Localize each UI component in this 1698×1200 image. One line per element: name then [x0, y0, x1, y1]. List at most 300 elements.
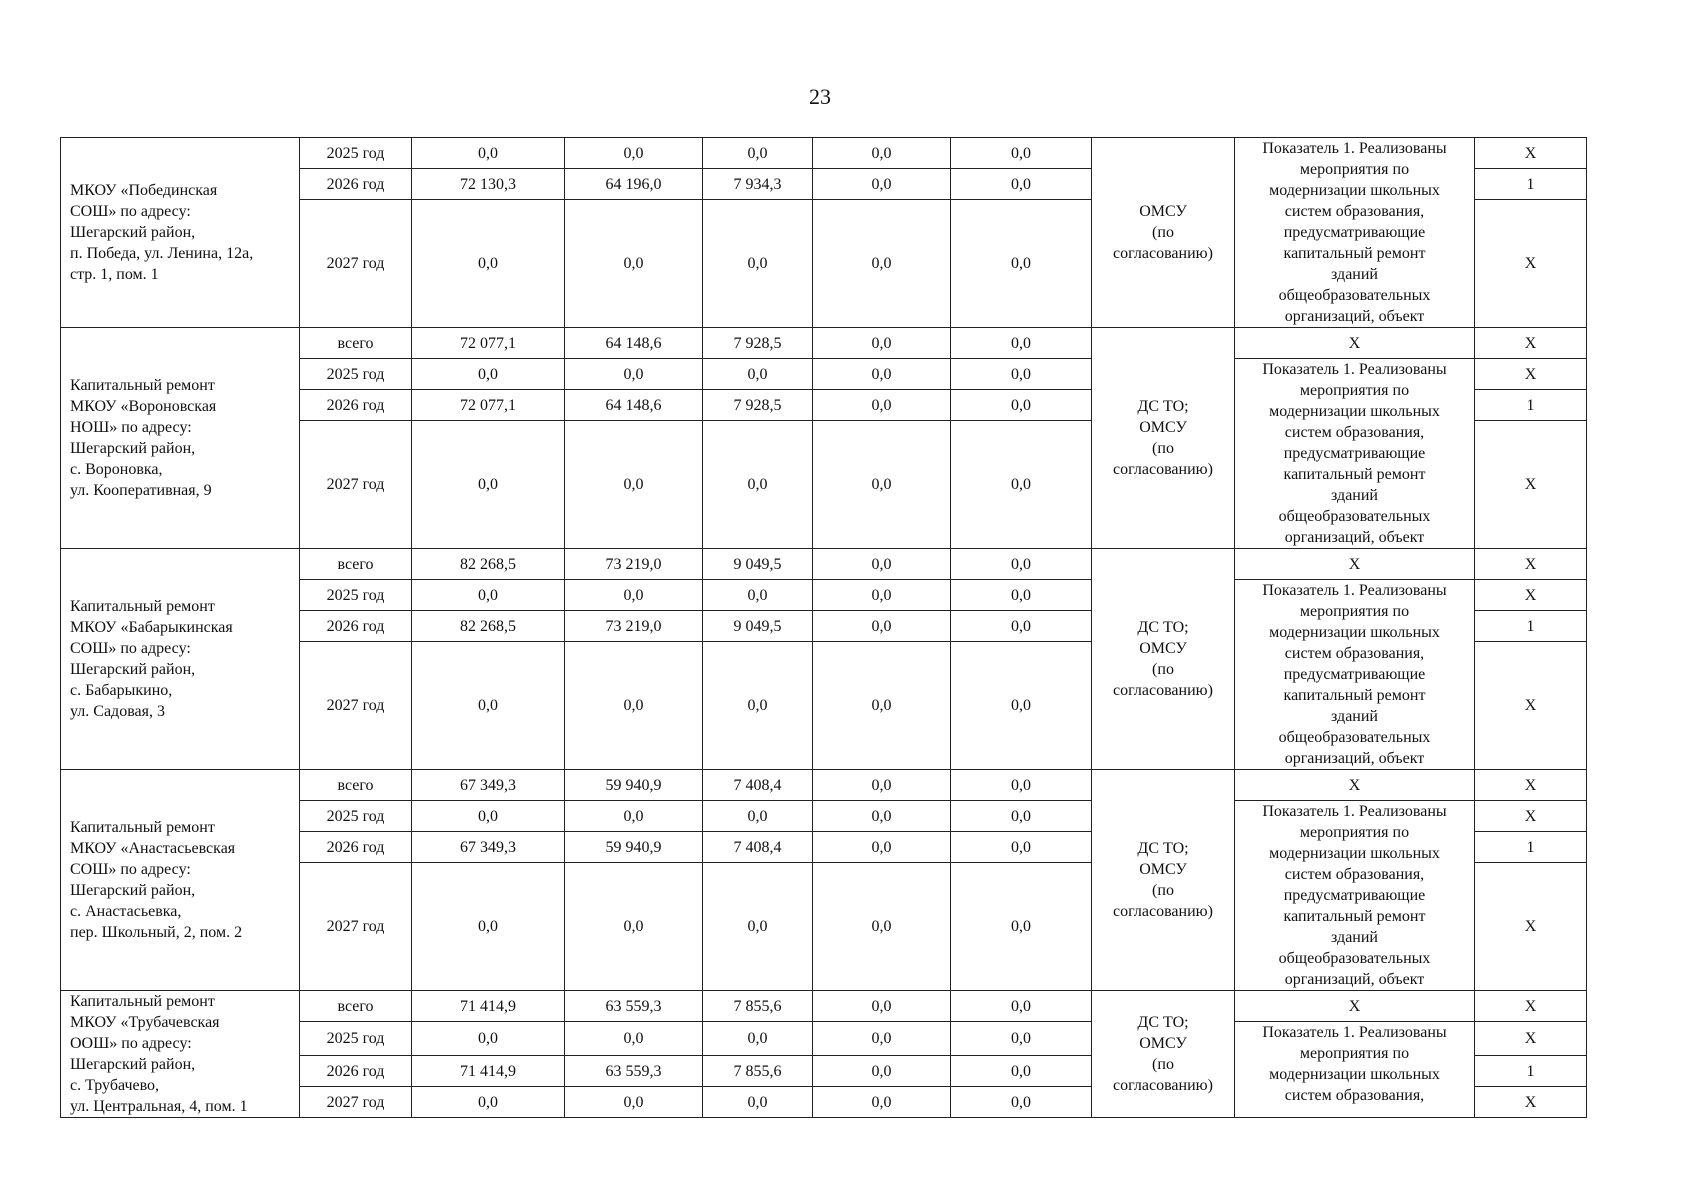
other-value: [951, 770, 1092, 801]
object-name-cell-line: Шегарский район,: [70, 882, 196, 899]
period-cell: [300, 138, 412, 169]
federal-value: [565, 770, 703, 801]
target-value-cell-text: X: [1524, 144, 1537, 162]
object-name-cell-line: п. Победа, ул. Ленина, 12а,: [70, 245, 254, 262]
other-value-text: 0,0: [1011, 175, 1031, 193]
other-value: [951, 328, 1092, 359]
object-name-cell-line: Капитальный ремонт: [70, 819, 215, 836]
local-value-text: 0,0: [871, 617, 892, 635]
period-cell: [300, 611, 412, 642]
period-cell-text: всего: [337, 997, 374, 1015]
object-name-cell: [61, 328, 300, 549]
federal-value-text: 0,0: [623, 586, 644, 604]
local-value-text: 0,0: [871, 396, 892, 414]
total-value-text: 0,0: [478, 365, 498, 383]
indicator-cell-line: мероприятия по: [1299, 382, 1410, 399]
target-value-cell-text: X: [1524, 1093, 1537, 1111]
indicator-cell-line: зданий: [1331, 487, 1378, 504]
object-name-cell-line: ул. Садовая, 3: [70, 703, 165, 720]
funding-table: [60, 137, 1587, 1118]
local-value-text: 0,0: [871, 586, 892, 604]
total-value: [412, 642, 565, 770]
indicator-cell-line: предусматривающие: [1283, 887, 1426, 904]
period-cell-text: 2026 год: [326, 838, 385, 856]
federal-value-text: 0,0: [623, 476, 644, 494]
indicator-cell: [1235, 1022, 1475, 1118]
regional-value-text: 0,0: [747, 1030, 768, 1047]
total-value: [412, 1087, 565, 1118]
period-cell: [300, 580, 412, 611]
other-value: [951, 1022, 1092, 1056]
indicator-cell-line: Показатель 1. Реализованы: [1262, 140, 1447, 157]
federal-value-text: 0,0: [623, 1093, 644, 1111]
indicator-cell-line: систем образования,: [1284, 203, 1425, 220]
total-value: [412, 1056, 565, 1087]
regional-value-text: 0,0: [747, 1093, 768, 1111]
other-value: [951, 642, 1092, 770]
federal-value: [565, 1087, 703, 1118]
period-cell: [300, 328, 412, 359]
regional-value: [703, 1056, 813, 1087]
indicator-cell-line: систем образования,: [1284, 1087, 1425, 1104]
executor-cell-line: ДС ТО;: [1137, 1014, 1189, 1031]
period-cell: [300, 1022, 412, 1056]
period-cell: [300, 1056, 412, 1087]
executor-cell-line: ОМСУ: [1139, 861, 1187, 878]
other-value-text: 0,0: [1011, 365, 1031, 383]
regional-value: [703, 359, 813, 390]
period-cell-text: 2025 год: [326, 144, 385, 162]
table-row: [61, 328, 1587, 359]
other-value: [951, 200, 1092, 328]
regional-value-text: 0,0: [747, 586, 768, 604]
target-value-cell: [1475, 801, 1587, 832]
executor-cell-line: (по: [1152, 661, 1174, 678]
period-cell: [300, 801, 412, 832]
local-value: [813, 863, 951, 991]
executor-cell-line: (по: [1152, 224, 1174, 241]
target-value-cell-text: 1: [1526, 396, 1535, 414]
period-cell-text: 2025 год: [326, 365, 385, 383]
local-value: [813, 1022, 951, 1056]
regional-value: [703, 421, 813, 549]
total-value-text: 82 268,5: [460, 617, 516, 635]
other-value: [951, 801, 1092, 832]
federal-value-text: 63 559,3: [605, 1062, 662, 1080]
period-cell: [300, 549, 412, 580]
table-row: [61, 991, 1587, 1022]
other-value: [951, 611, 1092, 642]
other-value-text: 0,0: [1011, 997, 1031, 1015]
federal-value: [565, 611, 703, 642]
total-value: [412, 611, 565, 642]
other-value-text: 0,0: [1011, 255, 1031, 273]
local-value: [813, 1087, 951, 1118]
total-value: [412, 580, 565, 611]
total-value: [412, 200, 565, 328]
regional-value: [703, 832, 813, 863]
regional-value: [703, 169, 813, 200]
period-cell-text: всего: [337, 555, 374, 573]
executor-cell-line: ОМСУ: [1139, 1035, 1187, 1052]
total-value: [412, 138, 565, 169]
other-value-text: 0,0: [1011, 555, 1031, 573]
period-cell-text: всего: [337, 776, 374, 794]
local-value-text: 0,0: [871, 555, 892, 573]
indicator-cell-line: зданий: [1331, 708, 1378, 725]
local-value-text: 0,0: [871, 1030, 892, 1047]
object-name-cell: [61, 549, 300, 770]
regional-value: [703, 390, 813, 421]
object-name-cell-line: МКОУ «Трубачевская: [70, 1014, 220, 1031]
regional-value-text: 0,0: [747, 918, 768, 936]
regional-value-text: 7 408,4: [733, 776, 782, 794]
local-value: [813, 359, 951, 390]
indicator-cell-line: Показатель 1. Реализованы: [1262, 1024, 1447, 1041]
executor-cell-line: согласованию): [1113, 245, 1213, 262]
indicator-cell-line: модернизации школьных: [1269, 624, 1440, 641]
other-value-text: 0,0: [1011, 617, 1031, 635]
target-value-cell: [1475, 991, 1587, 1022]
regional-value: [703, 549, 813, 580]
target-value-cell-text: X: [1524, 334, 1537, 352]
period-cell: [300, 200, 412, 328]
indicator-cell-line: модернизации школьных: [1269, 845, 1440, 862]
total-value-text: 0,0: [478, 476, 498, 494]
period-cell: [300, 642, 412, 770]
period-cell-text: 2026 год: [326, 175, 385, 193]
regional-value-text: 0,0: [747, 476, 768, 494]
target-value-cell: [1475, 863, 1587, 991]
total-value-text: 67 349,3: [460, 776, 516, 794]
indicator-total-cell-text: X: [1348, 334, 1361, 352]
regional-value: [703, 138, 813, 169]
local-value-text: 0,0: [871, 144, 892, 162]
indicator-total-cell: [1235, 549, 1475, 580]
target-value-cell-text: X: [1524, 255, 1537, 273]
indicator-cell-line: организаций, объект: [1284, 529, 1425, 546]
local-value-text: 0,0: [871, 365, 892, 383]
executor-cell-line: ОМСУ: [1139, 203, 1187, 220]
executor-cell: [1092, 549, 1235, 770]
indicator-cell-line: организаций, объект: [1284, 971, 1425, 988]
object-name-cell: [61, 991, 300, 1118]
period-cell-text: 2025 год: [326, 586, 385, 604]
executor-cell-line: (по: [1152, 882, 1174, 899]
local-value: [813, 770, 951, 801]
total-value-text: 0,0: [478, 697, 498, 715]
indicator-cell-line: мероприятия по: [1299, 824, 1410, 841]
other-value-text: 0,0: [1011, 396, 1031, 414]
target-value-cell-text: X: [1524, 697, 1537, 715]
object-name-cell-line: с. Анастасьевка,: [70, 903, 182, 920]
local-value: [813, 801, 951, 832]
local-value: [813, 611, 951, 642]
federal-value-text: 0,0: [623, 807, 644, 825]
local-value: [813, 642, 951, 770]
indicator-total-cell: [1235, 991, 1475, 1022]
regional-value-text: 0,0: [747, 365, 768, 383]
federal-value: [565, 801, 703, 832]
executor-cell-line: согласованию): [1113, 682, 1213, 699]
regional-value: [703, 580, 813, 611]
indicator-cell-line: зданий: [1331, 266, 1378, 283]
regional-value-text: 7 408,4: [733, 838, 782, 856]
total-value: [412, 832, 565, 863]
executor-cell: [1092, 138, 1235, 328]
object-name-cell-line: МКОУ «Побединская: [70, 182, 218, 199]
period-cell: [300, 863, 412, 991]
local-value-text: 0,0: [871, 776, 892, 794]
object-name-cell-line: Шегарский район,: [70, 440, 196, 457]
federal-value: [565, 390, 703, 421]
local-value-text: 0,0: [871, 807, 892, 825]
total-value: [412, 390, 565, 421]
period-cell-text: 2026 год: [326, 1062, 385, 1080]
total-value-text: 0,0: [478, 255, 498, 273]
total-value: [412, 770, 565, 801]
object-name-cell-line: Шегарский район,: [70, 661, 196, 678]
period-cell-text: 2026 год: [326, 396, 385, 414]
other-value-text: 0,0: [1011, 807, 1031, 825]
federal-value-text: 0,0: [623, 144, 644, 162]
period-cell: [300, 169, 412, 200]
regional-value-text: 0,0: [747, 697, 768, 715]
federal-value-text: 63 559,3: [605, 997, 662, 1015]
local-value: [813, 832, 951, 863]
federal-value: [565, 169, 703, 200]
regional-value-text: 7 855,6: [733, 1062, 782, 1080]
indicator-cell-line: капитальный ремонт: [1283, 908, 1426, 925]
period-cell-text: 2027 год: [326, 476, 385, 494]
other-value: [951, 832, 1092, 863]
federal-value-text: 0,0: [623, 697, 644, 715]
indicator-cell-line: модернизации школьных: [1269, 1066, 1440, 1083]
federal-value-text: 64 148,6: [605, 396, 662, 414]
object-name-cell-line: Шегарский район,: [70, 224, 196, 241]
indicator-cell: [1235, 580, 1475, 770]
other-value: [951, 169, 1092, 200]
indicator-cell-line: предусматривающие: [1283, 224, 1426, 241]
object-name-cell-line: стр. 1, пом. 1: [70, 266, 159, 283]
object-name-cell-line: ООШ» по адресу:: [70, 1035, 192, 1052]
indicator-cell-line: общеобразовательных: [1278, 287, 1431, 304]
other-value-text: 0,0: [1011, 838, 1031, 856]
object-name-cell: [61, 770, 300, 991]
local-value: [813, 169, 951, 200]
executor-cell-line: согласованию): [1113, 903, 1213, 920]
indicator-cell-line: Показатель 1. Реализованы: [1262, 803, 1447, 820]
indicator-cell-line: капитальный ремонт: [1283, 245, 1426, 262]
federal-value: [565, 549, 703, 580]
object-name-cell-line: ул. Кооперативная, 9: [70, 482, 212, 499]
object-name-cell-line: с. Трубачево,: [70, 1077, 160, 1094]
page-number: 23: [809, 84, 831, 109]
local-value-text: 0,0: [871, 1062, 892, 1080]
local-value: [813, 328, 951, 359]
local-value: [813, 1056, 951, 1087]
period-cell-text: всего: [337, 334, 374, 352]
indicator-cell-line: общеобразовательных: [1278, 950, 1431, 967]
federal-value-text: 73 219,0: [605, 617, 662, 635]
target-value-cell: [1475, 611, 1587, 642]
other-value: [951, 1056, 1092, 1087]
local-value-text: 0,0: [871, 997, 892, 1015]
period-cell: [300, 991, 412, 1022]
table-row: [61, 770, 1587, 801]
target-value-cell: [1475, 390, 1587, 421]
target-value-cell: [1475, 770, 1587, 801]
period-cell-text: 2027 год: [326, 255, 385, 273]
total-value: [412, 801, 565, 832]
total-value-text: 72 130,3: [460, 175, 516, 193]
target-value-cell: [1475, 642, 1587, 770]
period-cell-text: 2025 год: [326, 1030, 385, 1047]
other-value: [951, 359, 1092, 390]
federal-value: [565, 863, 703, 991]
total-value-text: 71 414,9: [460, 997, 516, 1015]
object-name-cell-line: с. Бабарыкино,: [70, 682, 173, 699]
local-value-text: 0,0: [871, 175, 892, 193]
executor-cell-line: согласованию): [1113, 461, 1213, 478]
regional-value: [703, 991, 813, 1022]
federal-value: [565, 991, 703, 1022]
target-value-cell-text: X: [1524, 776, 1537, 794]
target-value-cell-text: 1: [1526, 175, 1535, 193]
target-value-cell-text: X: [1524, 555, 1537, 573]
total-value: [412, 549, 565, 580]
other-value-text: 0,0: [1011, 776, 1031, 794]
total-value: [412, 169, 565, 200]
target-value-cell: [1475, 1022, 1587, 1056]
other-value: [951, 549, 1092, 580]
regional-value: [703, 801, 813, 832]
table-row: [61, 549, 1587, 580]
target-value-cell: [1475, 1056, 1587, 1087]
total-value-text: 72 077,1: [460, 334, 516, 352]
local-value: [813, 549, 951, 580]
executor-cell-line: ОМСУ: [1139, 419, 1187, 436]
target-value-cell: [1475, 359, 1587, 390]
federal-value-text: 64 196,0: [605, 175, 662, 193]
indicator-cell-line: мероприятия по: [1299, 603, 1410, 620]
other-value-text: 0,0: [1011, 1093, 1031, 1111]
indicator-cell: [1235, 359, 1475, 549]
table-row: [61, 138, 1587, 169]
regional-value-text: 0,0: [747, 144, 768, 162]
other-value-text: 0,0: [1011, 918, 1031, 936]
federal-value-text: 0,0: [623, 918, 644, 936]
federal-value-text: 0,0: [623, 365, 644, 383]
target-value-cell: [1475, 1087, 1587, 1118]
object-name-cell-line: МКОУ «Вороновская: [70, 398, 217, 415]
object-name-cell: [61, 138, 300, 328]
target-value-cell-text: 1: [1526, 617, 1535, 635]
local-value: [813, 200, 951, 328]
period-cell-text: 2027 год: [326, 918, 385, 936]
other-value-text: 0,0: [1011, 586, 1031, 604]
regional-value-text: 0,0: [747, 255, 768, 273]
total-value: [412, 863, 565, 991]
indicator-cell: [1235, 138, 1475, 328]
indicator-total-cell-text: X: [1348, 776, 1361, 794]
executor-cell-line: ДС ТО;: [1137, 619, 1189, 636]
regional-value-text: 7 928,5: [733, 334, 782, 352]
indicator-total-cell: [1235, 770, 1475, 801]
indicator-cell-line: организаций, объект: [1284, 750, 1425, 767]
total-value: [412, 991, 565, 1022]
total-value-text: 0,0: [478, 807, 498, 825]
local-value-text: 0,0: [871, 476, 892, 494]
other-value-text: 0,0: [1011, 1062, 1031, 1080]
local-value-text: 0,0: [871, 1093, 892, 1111]
regional-value: [703, 1087, 813, 1118]
period-cell: [300, 1087, 412, 1118]
other-value: [951, 991, 1092, 1022]
regional-value: [703, 1022, 813, 1056]
object-name-cell-line: пер. Школьный, 2, пом. 2: [70, 924, 243, 941]
object-name-cell-line: МКОУ «Анастасьевская: [70, 840, 236, 857]
target-value-cell: [1475, 169, 1587, 200]
indicator-total-cell: [1235, 328, 1475, 359]
object-name-cell-line: Капитальный ремонт: [70, 598, 215, 615]
total-value-text: 0,0: [478, 918, 498, 936]
indicator-cell-line: общеобразовательных: [1278, 508, 1431, 525]
object-name-cell-line: НОШ» по адресу:: [70, 419, 192, 436]
total-value-text: 0,0: [478, 586, 498, 604]
period-cell: [300, 421, 412, 549]
target-value-cell-text: X: [1524, 807, 1537, 825]
federal-value-text: 0,0: [623, 1030, 644, 1047]
regional-value-text: 7 928,5: [733, 396, 782, 414]
target-value-cell-text: X: [1524, 918, 1537, 936]
regional-value-text: 0,0: [747, 807, 768, 825]
indicator-cell-line: мероприятия по: [1299, 1045, 1410, 1062]
local-value-text: 0,0: [871, 918, 892, 936]
local-value: [813, 390, 951, 421]
other-value: [951, 580, 1092, 611]
target-value-cell: [1475, 549, 1587, 580]
object-name-cell-line: с. Вороновка,: [70, 461, 163, 478]
target-value-cell-text: 1: [1526, 1062, 1535, 1080]
indicator-cell-line: модернизации школьных: [1269, 403, 1440, 420]
indicator-cell-line: предусматривающие: [1283, 666, 1426, 683]
regional-value: [703, 863, 813, 991]
indicator-total-cell-text: X: [1348, 997, 1361, 1015]
total-value: [412, 421, 565, 549]
period-cell: [300, 359, 412, 390]
object-name-cell-line: Шегарский район,: [70, 1056, 196, 1073]
executor-cell-line: согласованию): [1113, 1077, 1213, 1094]
regional-value-text: 7 855,6: [733, 997, 782, 1015]
federal-value: [565, 1022, 703, 1056]
regional-value: [703, 642, 813, 770]
other-value: [951, 1087, 1092, 1118]
total-value: [412, 1022, 565, 1056]
target-value-cell: [1475, 200, 1587, 328]
indicator-cell-line: Показатель 1. Реализованы: [1262, 582, 1447, 599]
other-value: [951, 390, 1092, 421]
target-value-cell-text: X: [1524, 586, 1537, 604]
regional-value-text: 7 934,3: [733, 175, 782, 193]
object-name-cell-line: Капитальный ремонт: [70, 377, 215, 394]
federal-value-text: 59 940,9: [605, 838, 662, 856]
total-value-text: 72 077,1: [460, 396, 516, 414]
local-value: [813, 580, 951, 611]
total-value-text: 0,0: [478, 1093, 498, 1111]
other-value-text: 0,0: [1011, 334, 1031, 352]
total-value: [412, 328, 565, 359]
